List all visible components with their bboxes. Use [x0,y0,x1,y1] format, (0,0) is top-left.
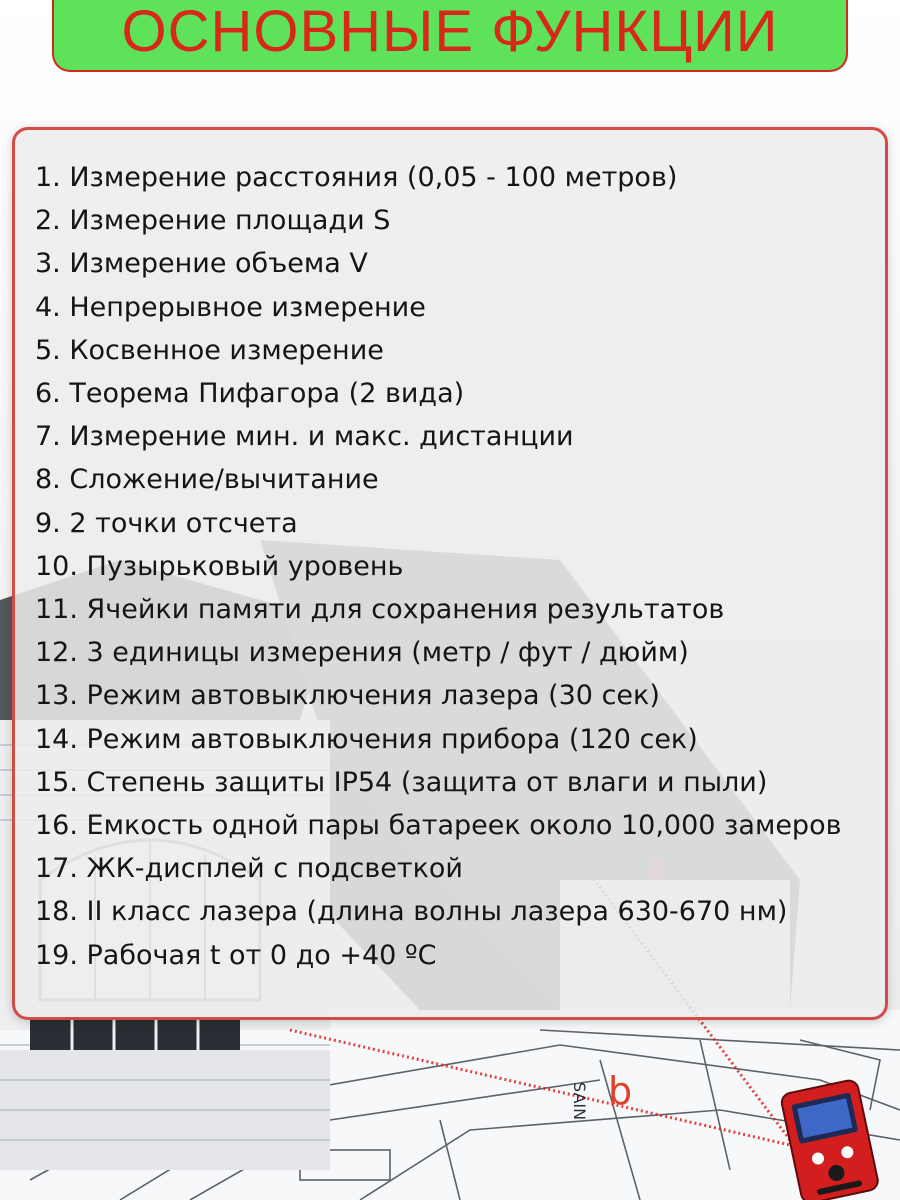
feature-item: 7. Измерение мин. и макс. дистанции [35,421,574,453]
feature-item: 15. Степень защиты IP54 (защита от влаги и пыли) [35,766,768,798]
feature-item: 3. Измерение объема V [35,248,368,280]
feature-item: 17. ЖК-дисплей с подсветкой [35,853,463,885]
feature-item: 18. II класс лазера (длина волны лазера 630-670 нм) [35,896,788,928]
feature-item: 2. Измерение площади S [35,205,391,237]
feature-item: 13. Режим автовыключения лазера (30 сек) [35,680,660,712]
feature-item: 19. Рабочая t от 0 до +40 ºС [35,939,437,971]
feature-item: 6. Теорема Пифагора (2 вида) [35,378,465,410]
title-banner [52,0,848,72]
feature-item: 5. Косвенное измерение [35,334,384,366]
feature-item: 8. Сложение/вычитание [35,464,379,496]
features-list [35,156,875,977]
feature-item: 1. Измерение расстояния (0,05 - 100 метров) [35,162,678,193]
feature-item: 10. Пузырьковый уровень [35,550,404,582]
feature-item: 14. Режим автовыключения прибора (120 сек) [35,723,698,755]
dimension-label-b: b [608,1069,633,1113]
page-title: ОСНОВНЫЕ ФУНКЦИИ [121,0,779,64]
blueprint-text: SAIN [570,1082,589,1121]
feature-item: 11. Ячейки памяти для сохранения результатов [35,594,725,626]
feature-item: 16. Емкость одной пары батареек около 10,000 замеров [35,810,842,842]
feature-item: 9. 2 точки отсчета [35,507,298,539]
feature-item: 4. Непрерывное измерение [35,291,426,323]
features-panel [12,127,888,1020]
feature-item: 12. 3 единицы измерения (метр / фут / дюйм) [35,637,689,669]
